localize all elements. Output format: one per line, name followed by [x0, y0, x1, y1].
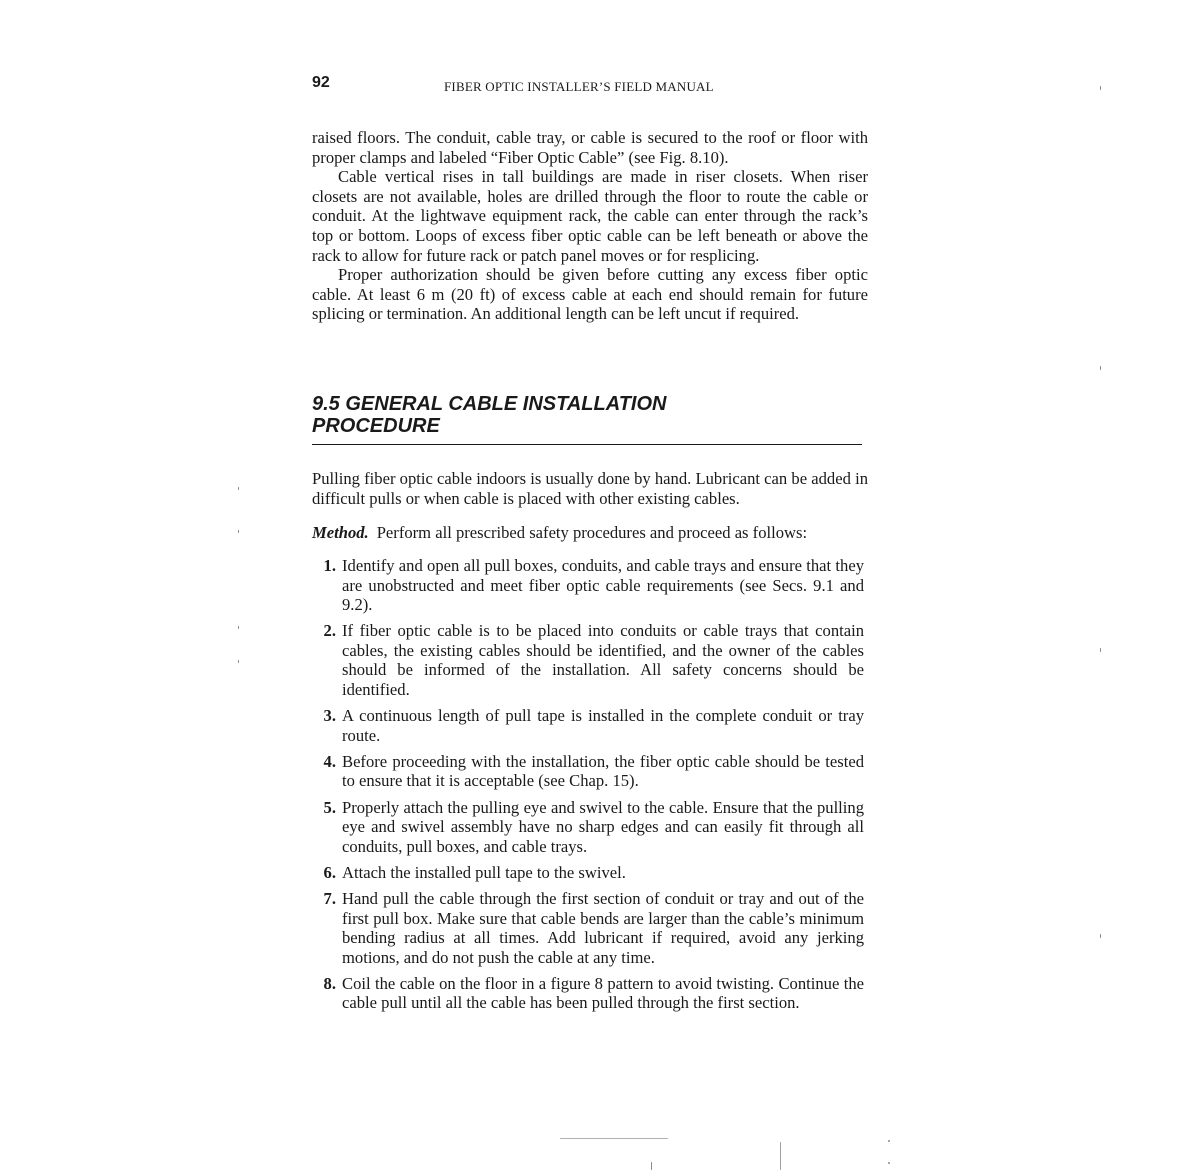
- step-text: Attach the installed pull tape to the swivel.: [342, 862, 626, 882]
- list-item: [312, 706, 864, 745]
- step-text: Properly attach the pulling eye and swivel to the cable. Ensure that the pulling eye and swivel assembly have no sharp edges and can easily fit through all conduits, pull boxes, and cable trays.: [342, 797, 864, 856]
- method-label: Method.: [312, 523, 369, 542]
- scan-speck: [238, 530, 239, 533]
- step-number: 6.: [323, 862, 336, 882]
- step-number: 4.: [323, 751, 336, 771]
- step-number: 5.: [323, 797, 336, 817]
- scan-speck: [651, 1162, 652, 1170]
- scan-speck: [560, 1138, 668, 1139]
- step-text: Hand pull the cable through the first section of conduit or tray and out of the first pull box. Make sure that cable bends are larger than the cable’s minimum bending radius at all times. Add lubricant if required, avoid any jerking motions, and do not push the cable at any time.: [342, 888, 864, 967]
- section-heading: [312, 393, 862, 437]
- step-text: A continuous length of pull tape is installed in the complete conduit or tray route.: [342, 706, 864, 745]
- running-head: FIBER OPTIC INSTALLER’S FIELD MANUAL: [444, 79, 714, 94]
- step-number: 1.: [323, 556, 336, 575]
- scan-speck: [888, 1162, 890, 1164]
- section-title-line1: 9.5 GENERAL CABLE INSTALLATION: [312, 393, 667, 415]
- list-item: [312, 556, 864, 615]
- scan-speck: [238, 660, 239, 663]
- step-text: Before proceeding with the installation, the fiber optic cable should be tested to ensure that it is acceptable (see Chap. 15).: [342, 751, 864, 791]
- scan-speck: [1100, 86, 1101, 90]
- intro-text-block: [312, 128, 868, 324]
- list-item: [312, 974, 864, 1013]
- step-text: If fiber optic cable is to be placed into conduits or cable trays that contain cables, the existing cables should be identified, and the owner of the cables should be informed of the installation. All safety concerns should be identified.: [342, 621, 864, 700]
- procedure-steps-list: [312, 556, 864, 1019]
- step-text: Coil the cable on the floor in a figure 8 pattern to avoid twisting. Continue the cable pull until all the cable has been pulled through the first section.: [342, 973, 864, 1013]
- scan-speck: [888, 1140, 890, 1142]
- page-number: 92: [312, 74, 330, 91]
- scan-speck: [238, 626, 239, 629]
- step-text: Identify and open all pull boxes, conduits, and cable trays and ensure that they are unobstructed and meet fiber optic cable requirements (see Secs. 9.1 and 9.2).: [342, 556, 864, 615]
- scan-speck: [1100, 648, 1101, 652]
- step-number: 3.: [323, 706, 336, 726]
- list-item: [312, 798, 864, 857]
- paragraph: Pulling fiber optic cable indoors is usually done by hand. Lubricant can be added in difficult pulls or when cable is placed with other existing cables.: [312, 469, 868, 508]
- method-text: Perform all prescribed safety procedures and proceed as follows:: [376, 523, 808, 542]
- section-intro-paragraph: [312, 469, 868, 508]
- scan-speck: [780, 1142, 781, 1170]
- list-item: [312, 863, 864, 883]
- step-number: 7.: [323, 888, 336, 908]
- list-item: [312, 621, 864, 699]
- section-divider: [312, 444, 862, 445]
- list-item: [312, 889, 864, 967]
- list-item: [312, 752, 864, 791]
- paragraph: Proper authorization should be given before cutting any excess fiber optic cable. At least 6 m (20 ft) of excess cable at each end should remain for future splicing or termination. An additional length can be left uncut if required.: [312, 265, 868, 324]
- scan-speck: [238, 487, 239, 490]
- paragraph: raised floors. The conduit, cable tray, or cable is secured to the roof or floor with proper clamps and labeled “Fiber Optic Cable” (see Fig. 8.10).: [312, 128, 868, 167]
- scan-speck: [1100, 934, 1101, 938]
- method-line: [312, 523, 868, 543]
- section-title-line2: PROCEDURE: [312, 415, 440, 437]
- scan-speck: [1100, 366, 1101, 370]
- step-number: 8.: [323, 973, 336, 993]
- paragraph: Cable vertical rises in tall buildings are made in riser closets. When riser closets are not available, holes are drilled through the floor to route the cable or conduit. At the lightwave equipment rack, the cable can enter through the rack’s top or bottom. Loops of excess fiber optic cable can be left beneath or above the rack to allow for future rack or patch panel moves or for resplicing.: [312, 167, 868, 265]
- step-number: 2.: [323, 621, 336, 641]
